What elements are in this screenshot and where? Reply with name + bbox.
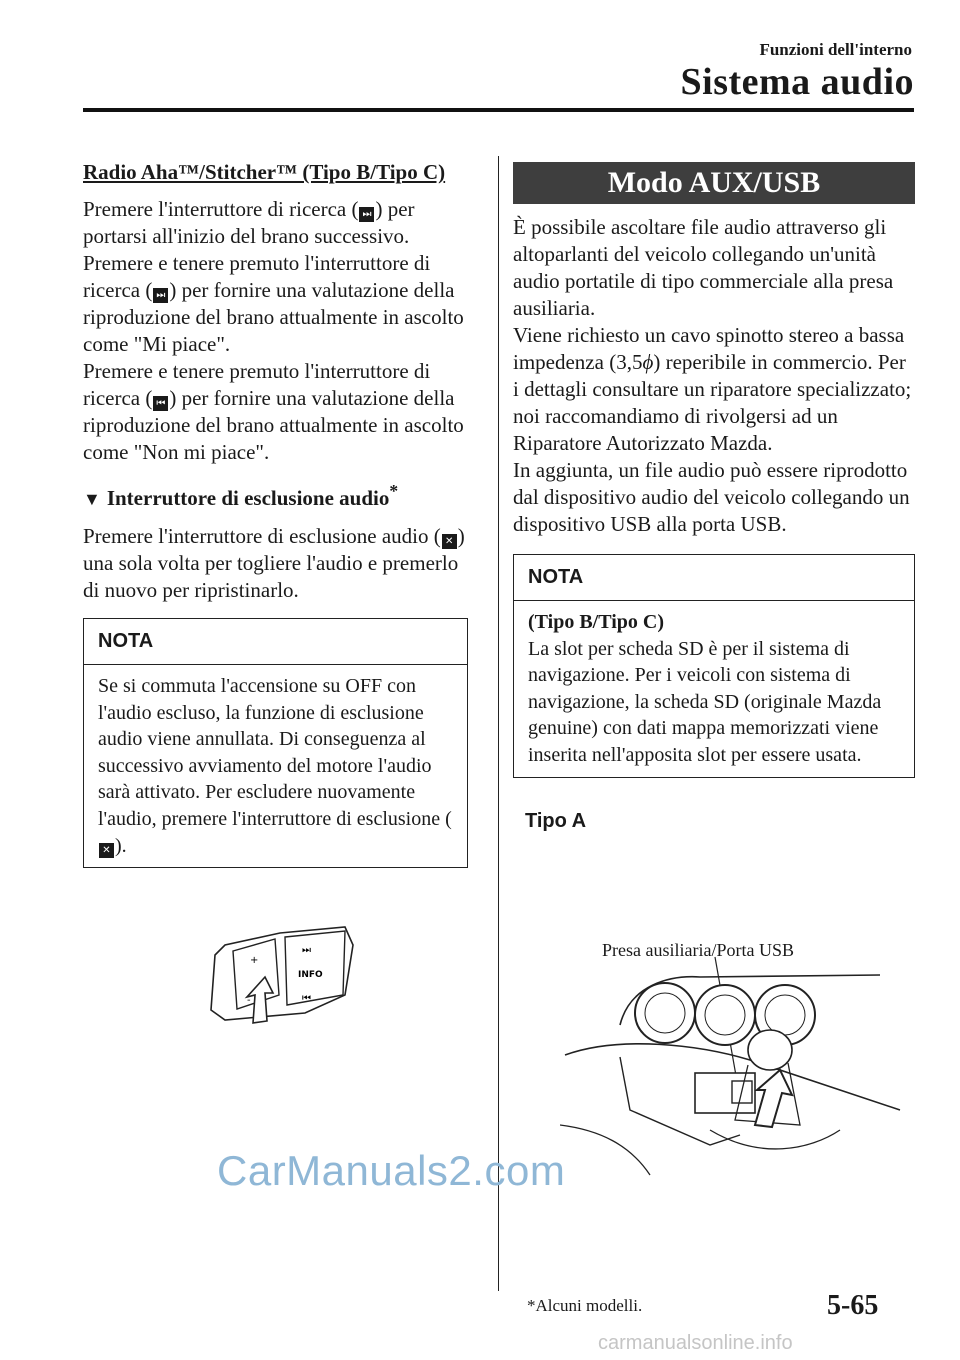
- console-illustration: [560, 945, 910, 1190]
- nota-title: NOTA: [514, 555, 914, 601]
- vol-down-label: -: [247, 995, 251, 1006]
- text-run: ) una sola volta per togliere l'audio e premerlo di nuovo per ripristinarlo.: [83, 524, 465, 602]
- text-run: Se si commuta l'accensione su OFF con l'audio escluso, la funzione di esclusione audio viene annullata. Di conseguenza al successivo avviamento del motore l'audio sarà attivato. Per escludere nuovamente l'audio, premere l'interruttore di esclusione (: [98, 675, 452, 830]
- aha-paragraph: [83, 196, 468, 466]
- header-rule: [83, 108, 914, 112]
- text-run: È possibile ascoltare file audio attraverso gli altoparlanti del veicolo collegando un'unità audio portatile di tipo commerciale alla presa ausiliaria.: [513, 215, 894, 320]
- prev-label: ⏮: [302, 993, 311, 1004]
- mute-icon: ✕: [442, 534, 457, 549]
- text-run: Viene richiesto un cavo spinotto stereo a bassa impedenza (3,5: [513, 323, 905, 374]
- text-run: ).: [115, 834, 127, 857]
- next-track-icon: ⏭: [153, 288, 168, 303]
- text-run: ) reperibile in commercio. Per i dettagli consultare un riparatore specializzato; noi raccomandiamo di rivolgersi ad un Riparatore Autorizzato Mazda.: [513, 350, 912, 455]
- mute-heading: [83, 478, 468, 513]
- text-run: La slot per scheda SD è per il sistema di navigazione. Per i veicoli con sistema di navigazione, la scheda SD (originale Mazda genuine) con dati mappa memorizzati viene inserita nell'apposita slot per essere usata.: [528, 637, 882, 766]
- footnote: *Alcuni modelli.: [527, 1296, 643, 1315]
- insert-arrow-icon: [755, 1070, 792, 1127]
- text-run: ) per portarsi all'inizio del brano successivo.: [83, 197, 415, 248]
- right-column: [513, 162, 915, 835]
- subheading-aha-stitcher: Radio Aha™/Stitcher™ (Tipo B/Tipo C): [83, 160, 446, 184]
- figure-caption: Presa ausiliaria/Porta USB: [602, 940, 794, 960]
- info-label: INFO: [298, 970, 323, 980]
- text-run: In aggiunta, un file audio può essere riprodotto dal dispositivo audio del veicolo collegando un dispositivo USB alla porta USB.: [513, 458, 910, 536]
- triangle-bullet-icon: ▼: [83, 489, 101, 509]
- nota-body: [514, 601, 914, 777]
- next-label: ⏭: [302, 945, 311, 956]
- left-column: [83, 158, 468, 868]
- column-divider: [498, 156, 499, 1291]
- section-label: Funzioni dell'interno: [759, 40, 912, 59]
- text-run: Premere l'interruttore di esclusione audio (: [83, 524, 441, 548]
- nota-body: [84, 665, 467, 867]
- prev-track-icon: ⏮: [153, 396, 168, 411]
- text-run: Premere l'interruttore di ricerca (: [83, 197, 359, 221]
- aux-paragraph: [513, 214, 915, 538]
- vol-up-label: +: [250, 955, 259, 966]
- mute-icon: ✕: [99, 843, 114, 858]
- section-banner: Modo AUX/USB: [513, 162, 915, 204]
- footnote-mark: *: [389, 481, 399, 501]
- text-run: Premere e tenere premuto l'interruttore di ricerca (: [83, 359, 431, 410]
- nota-box-left: [83, 618, 468, 868]
- type-label: Tipo A: [525, 809, 587, 832]
- text-run: ) per fornire una valutazione della riproduzione del brano attualmente in ascolto come "Mi piace".: [83, 278, 464, 356]
- text-run: ) per fornire una valutazione della riproduzione del brano attualmente in ascolto come "Non mi piace".: [83, 386, 464, 464]
- page-title: Sistema audio: [680, 61, 914, 103]
- nota-title: NOTA: [84, 619, 467, 665]
- text-run: Premere e tenere premuto l'interruttore di ricerca (: [83, 251, 431, 302]
- nota-subtitle: (Tipo B/Tipo C): [528, 611, 664, 633]
- nota-box-right: [513, 554, 915, 778]
- diameter-symbol: ϕ: [642, 350, 654, 374]
- source-watermark: carmanualsonline.info: [598, 1332, 793, 1354]
- next-track-icon: ⏭: [359, 207, 374, 222]
- watermark: CarManuals2.com: [217, 1147, 566, 1194]
- mute-paragraph: [83, 523, 468, 604]
- mute-heading-text: Interruttore di esclusione audio: [106, 486, 390, 510]
- page-number: 5-65: [827, 1290, 879, 1321]
- steering-switch-illustration: [205, 925, 355, 1025]
